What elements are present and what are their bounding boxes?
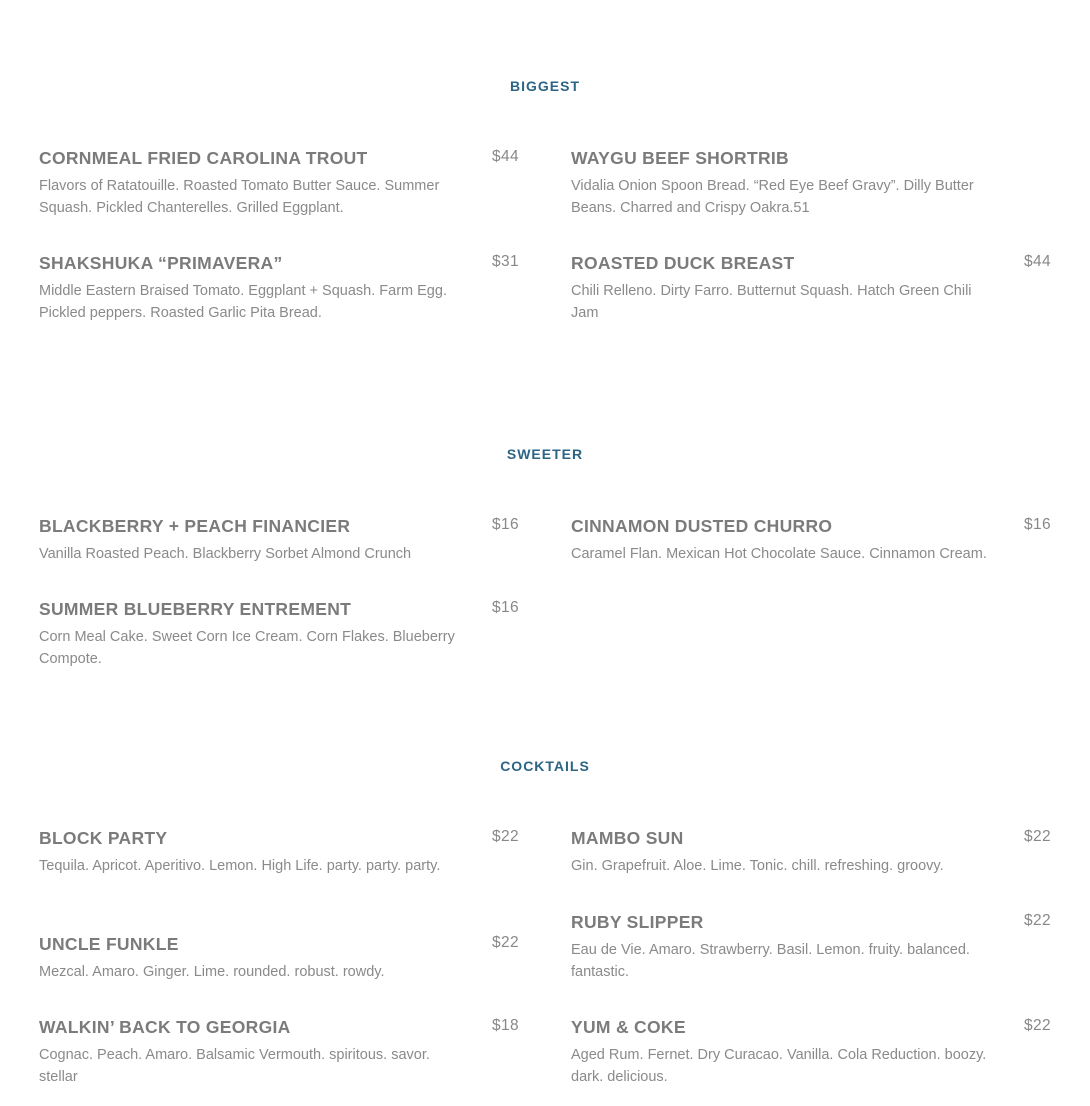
item-name: CORNMEAL FRIED CAROLINA TROUT (39, 148, 368, 168)
item-description: Caramel Flan. Mexican Hot Chocolate Sauce. Cinnamon Cream. (571, 546, 987, 562)
item-name: RUBY SLIPPER (571, 912, 704, 932)
item-name: UNCLE FUNKLE (39, 934, 179, 954)
item-price: $22 (1023, 912, 1051, 929)
item-description: Vanilla Roasted Peach. Blackberry Sorbet Almond Crunch (39, 546, 412, 562)
item-price: $31 (491, 253, 519, 270)
item-name: BLOCK PARTY (39, 828, 168, 848)
item-name: YUM & COKE (571, 1017, 686, 1037)
item-description: Tequila. Apricot. Aperitivo. Lemon. High Life. party. party. party. (39, 858, 441, 874)
item-name: BLACKBERRY + PEACH FINANCIER (39, 516, 351, 536)
item-name: CINNAMON DUSTED CHURRO (571, 516, 833, 536)
item-description: Flavors of Ratatouille. Roasted Tomato Butter Sauce. Summer Squash. Pickled Chanterelles. Grilled Eggplant. (39, 178, 440, 216)
item-price: $22 (491, 934, 519, 951)
item-price: $44 (491, 148, 519, 165)
item-name: ROASTED DUCK BREAST (571, 253, 795, 273)
item-name: SHAKSHUKA “PRIMAVERA” (39, 253, 283, 273)
item-description: Chili Relleno. Dirty Farro. Butternut Squash. Hatch Green Chili Jam (571, 283, 972, 321)
item-price: $16 (1023, 516, 1051, 533)
item-description: Gin. Grapefruit. Aloe. Lime. Tonic. chill. refreshing. groovy. (571, 858, 944, 874)
item-price: $44 (1023, 253, 1051, 270)
item-description: Cognac. Peach. Amaro. Balsamic Vermouth. spiritous. savor. stellar (39, 1047, 430, 1085)
item-price: $22 (491, 828, 519, 845)
item-description: Corn Meal Cake. Sweet Corn Ice Cream. Corn Flakes. Blueberry Compote. (39, 629, 455, 667)
item-price: $16 (491, 599, 519, 616)
item-price: $18 (491, 1017, 519, 1034)
item-name: SUMMER BLUEBERRY ENTREMENT (39, 599, 352, 619)
item-name: WAYGU BEEF SHORTRIB (571, 148, 789, 168)
section-title-biggest: BIGGEST (509, 78, 580, 94)
item-description: Eau de Vie. Amaro. Strawberry. Basil. Lemon. fruity. balanced. fantastic. (571, 942, 970, 980)
section-title-sweeter: SWEETER (506, 446, 584, 462)
item-description: Middle Eastern Braised Tomato. Eggplant + Squash. Farm Egg. Pickled peppers. Roasted Garlic Pita Bread. (39, 283, 447, 321)
item-description: Vidalia Onion Spoon Bread. “Red Eye Beef Gravy”. Dilly Butter Beans. Charred and Crispy Oakra.51 (571, 178, 974, 216)
item-price: $22 (1023, 1017, 1051, 1034)
item-name: MAMBO SUN (571, 828, 684, 848)
item-name: WALKIN’ BACK TO GEORGIA (39, 1017, 291, 1037)
item-description: Aged Rum. Fernet. Dry Curacao. Vanilla. Cola Reduction. boozy. dark. delicious. (571, 1047, 987, 1085)
item-description: Mezcal. Amaro. Ginger. Lime. rounded. robust. rowdy. (39, 964, 385, 980)
item-price: $16 (491, 516, 519, 533)
item-price: $22 (1023, 828, 1051, 845)
section-title-cocktails: COCKTAILS (500, 758, 590, 774)
